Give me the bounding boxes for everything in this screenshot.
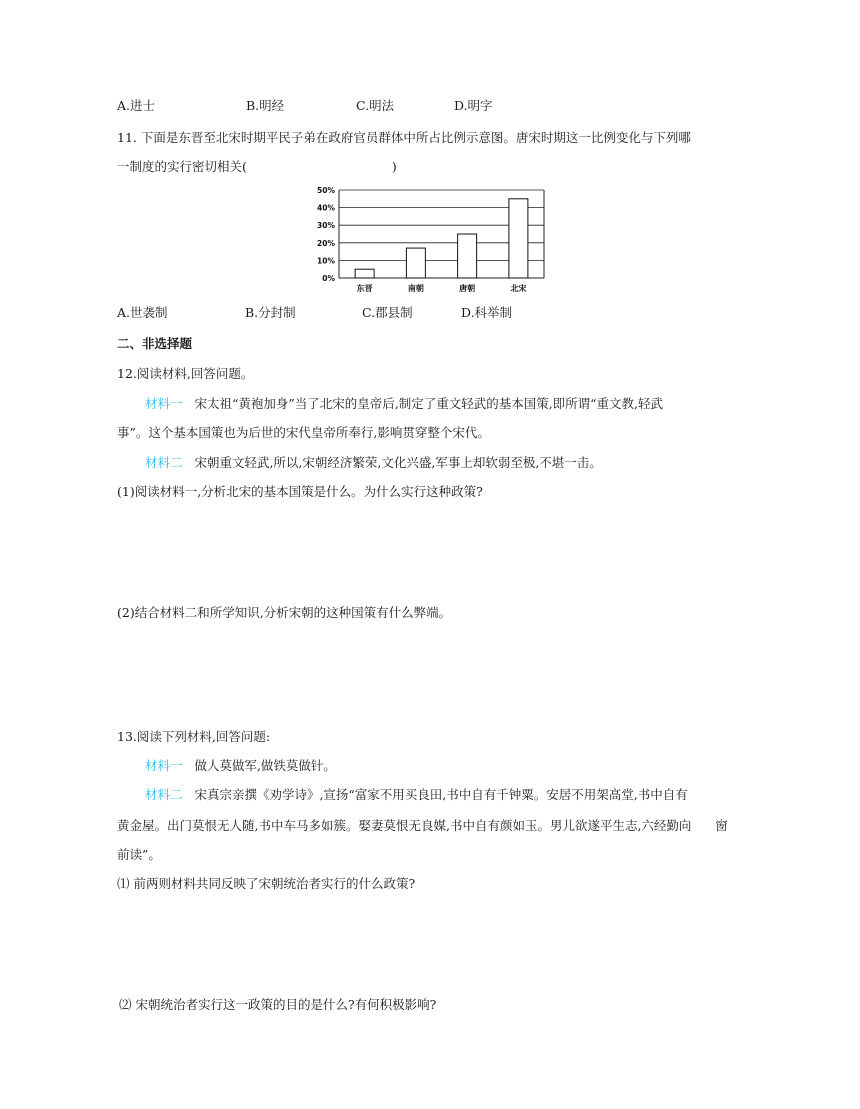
- q12-material-2: [145, 455, 602, 471]
- q13-material-2-text1: 宋真宗亲撰《劝学诗》,宣扬“富家不用买良田,书中自有千钟粟。安居不用架高堂,书中自有: [194, 787, 688, 802]
- chart-x-tick-label: 北宋: [510, 284, 527, 293]
- q13-material-1-text: 做人莫做军,做铁莫做针。: [194, 758, 336, 773]
- chart-x-tick-label: 唐朝: [459, 284, 476, 293]
- q11-option-b[interactable]: B.分封制: [245, 305, 296, 320]
- chart-y-tick-label: 20%: [317, 238, 335, 248]
- q13-material-2-label: 材料二: [145, 787, 183, 802]
- q12-material-1-line1: [145, 396, 663, 412]
- q12-sub-question-2: (2)结合材料二和所学知识,分析宋朝的这种国策有什么弊端。: [117, 605, 452, 620]
- chart-y-tick-labels: [317, 186, 335, 283]
- q13-sub-question-1: ⑴ 前两则材料共同反映了宋朝统治者实行的什么政策?: [117, 876, 416, 891]
- q10-option-d[interactable]: D.明字: [454, 98, 493, 113]
- chart-y-tick-label: 30%: [317, 221, 335, 231]
- q13-material-2-text3: 前读”。: [117, 847, 161, 862]
- bar-chart: [308, 184, 554, 296]
- chart-x-tick-labels: [357, 283, 527, 293]
- q11-stem-suffix: ): [391, 159, 397, 174]
- chart-x-tick-label: 东晋: [356, 284, 373, 293]
- section-2-title: 二、非选择题: [117, 336, 193, 351]
- chart-y-tick-label: 10%: [317, 256, 335, 266]
- q13-title: 13.阅读下列材料,回答问题:: [117, 729, 271, 744]
- q13-sub-question-2: ⑵ 宋朝统治者实行这一政策的目的是什么?有何积极影响?: [119, 997, 437, 1012]
- q10-option-a[interactable]: A.进士: [117, 98, 156, 113]
- q11-stem-line2: [117, 159, 397, 175]
- q11-stem-line1: 11. 下面是东晋至北宋时期平民子弟在政府官员群体中所占比例示意图。唐宋时期这一比例变化与下列哪: [117, 130, 691, 145]
- chart-bar: [355, 269, 374, 278]
- q13-material-2-text2a: 黄金屋。出门莫恨无人随,书中车马多如簇。娶妻莫恨无良媒,书中自有颜如玉。男儿欲遂平生志,六经勤向: [117, 818, 692, 833]
- q13-material-2-line2: [117, 818, 728, 834]
- q12-material-2-label: 材料二: [145, 455, 183, 470]
- q12-material-1-label: 材料一: [145, 396, 183, 411]
- chart-y-tick-label: 40%: [317, 203, 335, 213]
- q10-option-b[interactable]: B.明经: [246, 98, 285, 113]
- q12-material-2-text: 宋朝重文轻武,所以,宋朝经济繁荣,文化兴盛,军事上却软弱至极,不堪一击。: [194, 455, 602, 470]
- chart-bar: [458, 234, 477, 278]
- q12-material-1-text2: 事”。这个基本国策也为后世的宋代皇帝所奉行,影响贯穿整个宋代。: [117, 425, 490, 440]
- q10-option-c[interactable]: C.明法: [356, 98, 395, 113]
- q11-stem-prefix: 一制度的实行密切相关(: [117, 159, 247, 174]
- chart-y-tick-label: 50%: [317, 186, 335, 195]
- q12-material-1-text1: 宋太祖“黄袍加身”当了北宋的皇帝后,制定了重文轻武的基本国策,即所谓“重文教,轻武: [194, 396, 664, 411]
- q11-option-a[interactable]: A.世袭制: [117, 305, 168, 320]
- chart-bars: [355, 199, 528, 278]
- q13-material-2-line1: [145, 787, 688, 803]
- q13-material-1-label: 材料一: [145, 758, 183, 773]
- chart-x-tick-label: 南朝: [407, 284, 424, 293]
- chart-y-tick-label: 0%: [322, 274, 335, 283]
- q11-option-c[interactable]: C.郡县制: [362, 305, 413, 320]
- q13-material-1: [145, 758, 336, 774]
- q13-material-2-text2b: 窗: [715, 818, 728, 833]
- q11-option-d[interactable]: D.科举制: [461, 305, 513, 320]
- chart-bar: [406, 248, 425, 278]
- q12-title: 12.阅读材料,回答问题。: [117, 366, 254, 381]
- chart-bar: [509, 199, 528, 278]
- q12-sub-question-1: (1)阅读材料一,分析北宋的基本国策是什么。为什么实行这种政策?: [117, 484, 483, 499]
